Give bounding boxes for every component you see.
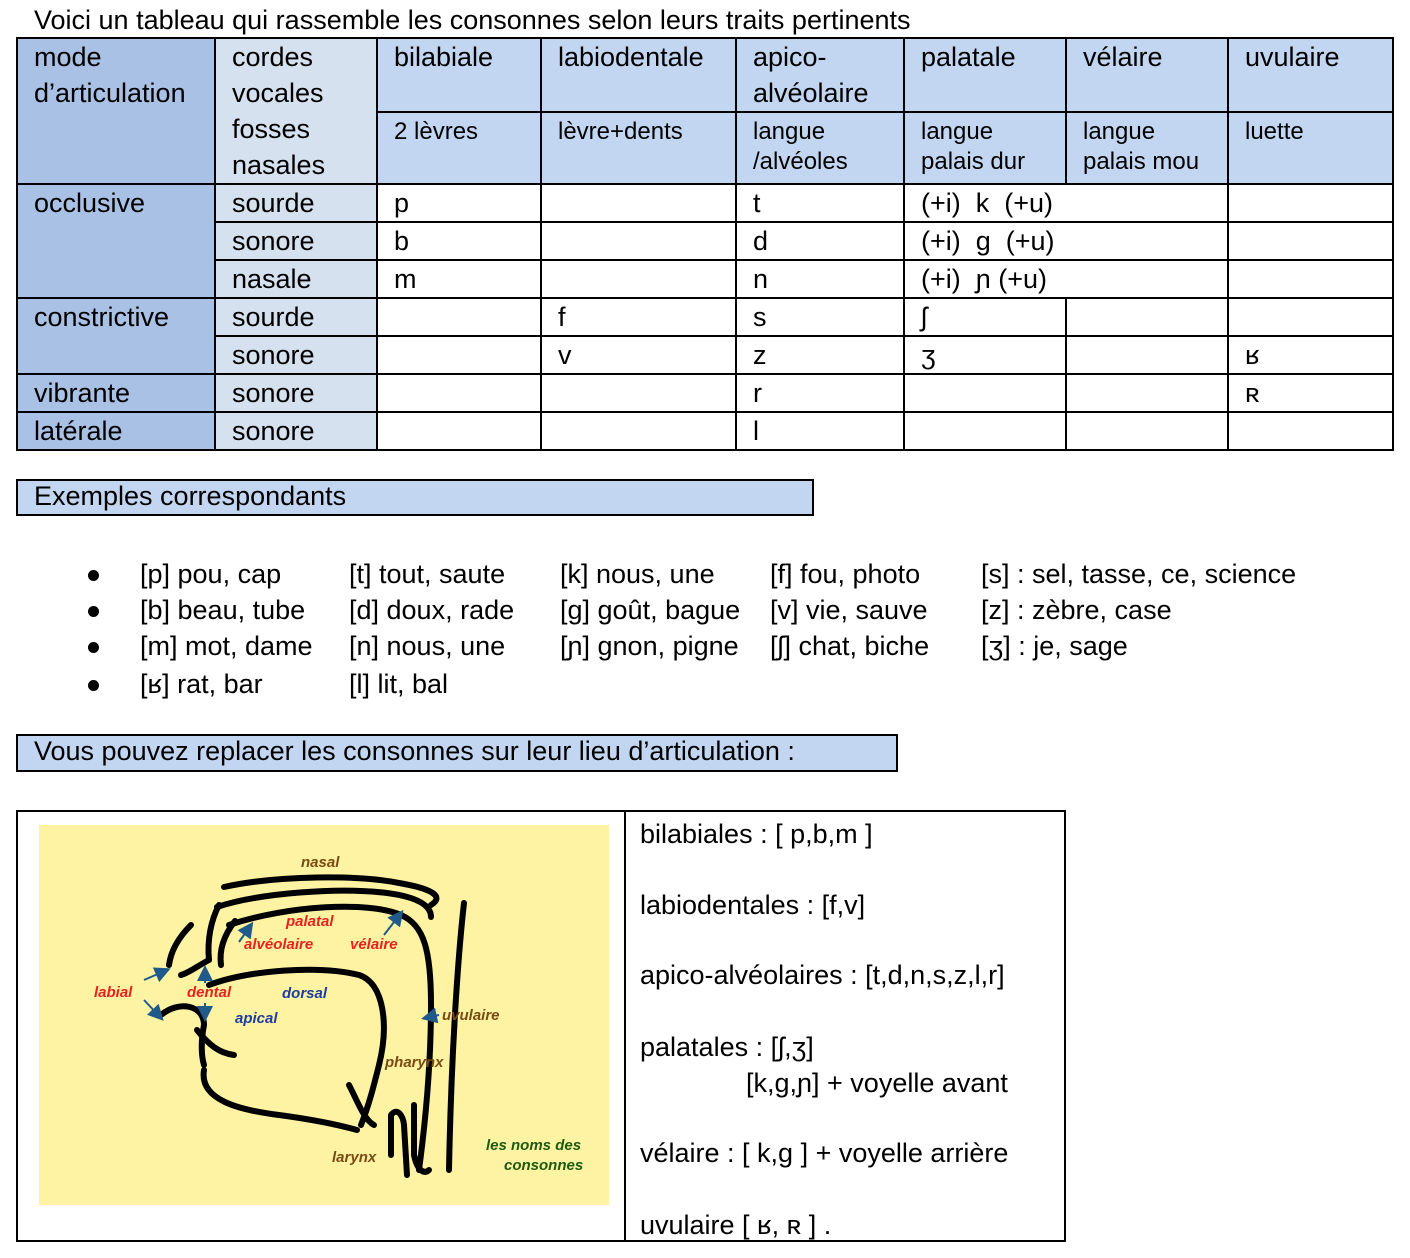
mode-laterale: latérale	[17, 412, 215, 450]
list-item: [b] beau, tube [d] doux, rade [g] goût, bague [v] vie, sauve [z] : zèbre, case	[0, 592, 1400, 628]
table-row: latérale sonore l	[17, 412, 1393, 450]
caption-line-1: les noms des	[486, 1137, 582, 1154]
text-uvulaire: uvulaire [ ʁ, ʀ ] .	[640, 1210, 832, 1240]
examples-banner: Exemples correspondants	[16, 479, 814, 516]
label-dorsal: dorsal	[282, 985, 328, 1002]
articulation-box	[16, 810, 1066, 1242]
list-item: [ʁ] rat, bar [l] lit, bal	[0, 666, 1400, 702]
table-row: sonore b d (+i) g (+u)	[17, 222, 1393, 260]
label-apical: apical	[235, 1010, 278, 1027]
bullet-icon	[88, 570, 99, 581]
divider	[624, 812, 626, 1240]
arrow-icon	[384, 913, 401, 935]
place-banner: Vous pouvez replacer les consonnes sur leur lieu d’articulation :	[16, 734, 898, 772]
text-bilabiales: bilabiales : [ p,b,m ]	[640, 819, 873, 849]
table-row: vibrante sonore r ʀ	[17, 374, 1393, 412]
header-uvulaire: uvulaire	[1228, 38, 1393, 112]
label-velaire: vélaire	[350, 936, 398, 953]
label-labial: labial	[94, 984, 133, 1001]
desc-apico: langue /alvéoles	[736, 112, 904, 184]
mode-occlusive: occlusive	[17, 184, 215, 298]
label-larynx: larynx	[332, 1149, 377, 1166]
intro-text: Voici un tableau qui rassemble les consonnes selon leurs traits pertinents	[34, 5, 911, 35]
caption-line-2: consonnes	[504, 1157, 584, 1174]
header-mode: mode d’articulation	[17, 38, 215, 184]
list-item: [p] pou, cap [t] tout, saute [k] nous, une [f] fou, photo [s] : sel, tasse, ce, science	[0, 556, 1400, 592]
header-bilabiale: bilabiale	[377, 38, 541, 112]
vocal-tract-drawing	[39, 825, 609, 1205]
consonant-table	[16, 37, 1394, 451]
desc-velaire: langue palais mou	[1066, 112, 1228, 184]
text-apico: apico-alvéolaires : [t,d,n,s,z,l,r]	[640, 960, 1005, 990]
label-palatal: palatal	[286, 913, 334, 930]
text-labiodentales: labiodentales : [f,v]	[640, 890, 866, 920]
arrow-icon	[144, 1000, 161, 1018]
desc-palatale: langue palais dur	[904, 112, 1066, 184]
desc-bilabiale: 2 lèvres	[377, 112, 541, 184]
text-palatales: palatales : [ʃ,ʒ]	[640, 1032, 814, 1062]
mode-vibrante: vibrante	[17, 374, 215, 412]
table-row: nasale m n (+i) ɲ (+u)	[17, 260, 1393, 298]
bullet-icon	[88, 606, 99, 617]
header-row-names	[17, 38, 1393, 112]
header-velaire: vélaire	[1066, 38, 1228, 112]
table-row: occlusive sourde p t (+i) k (+u)	[17, 184, 1393, 222]
bullet-icon	[88, 680, 99, 691]
label-uvulaire: uvulaire	[442, 1007, 500, 1024]
label-pharynx: pharynx	[385, 1054, 444, 1071]
mode-constrictive: constrictive	[17, 298, 215, 374]
table-row: constrictive sourde f s ʃ	[17, 298, 1393, 336]
bullet-icon	[88, 642, 99, 653]
text-velaire: vélaire : [ k,g ] + voyelle arrière	[640, 1138, 1009, 1168]
list-item: [m] mot, dame [n] nous, une [ɲ] gnon, pigne [ʃ] chat, biche [ʒ] : je, sage	[0, 628, 1400, 664]
table-row: sonore v z ʒ ʁ	[17, 336, 1393, 374]
label-dental: dental	[187, 984, 232, 1001]
arrow-icon	[144, 970, 167, 980]
header-palatale: palatale	[904, 38, 1066, 112]
text-palatales-2: [k,g,ɲ] + voyelle avant	[746, 1068, 1008, 1098]
header-labiodentale: labiodentale	[541, 38, 736, 112]
header-cordes: cordes vocales fosses nasales	[215, 38, 377, 184]
desc-labiodentale: lèvre+dents	[541, 112, 736, 184]
label-nasal: nasal	[301, 854, 340, 871]
vocal-tract-diagram	[39, 825, 609, 1205]
desc-uvulaire: luette	[1228, 112, 1393, 184]
label-alveolaire: alvéolaire	[244, 936, 314, 953]
header-apico: apico- alvéolaire	[736, 38, 904, 112]
